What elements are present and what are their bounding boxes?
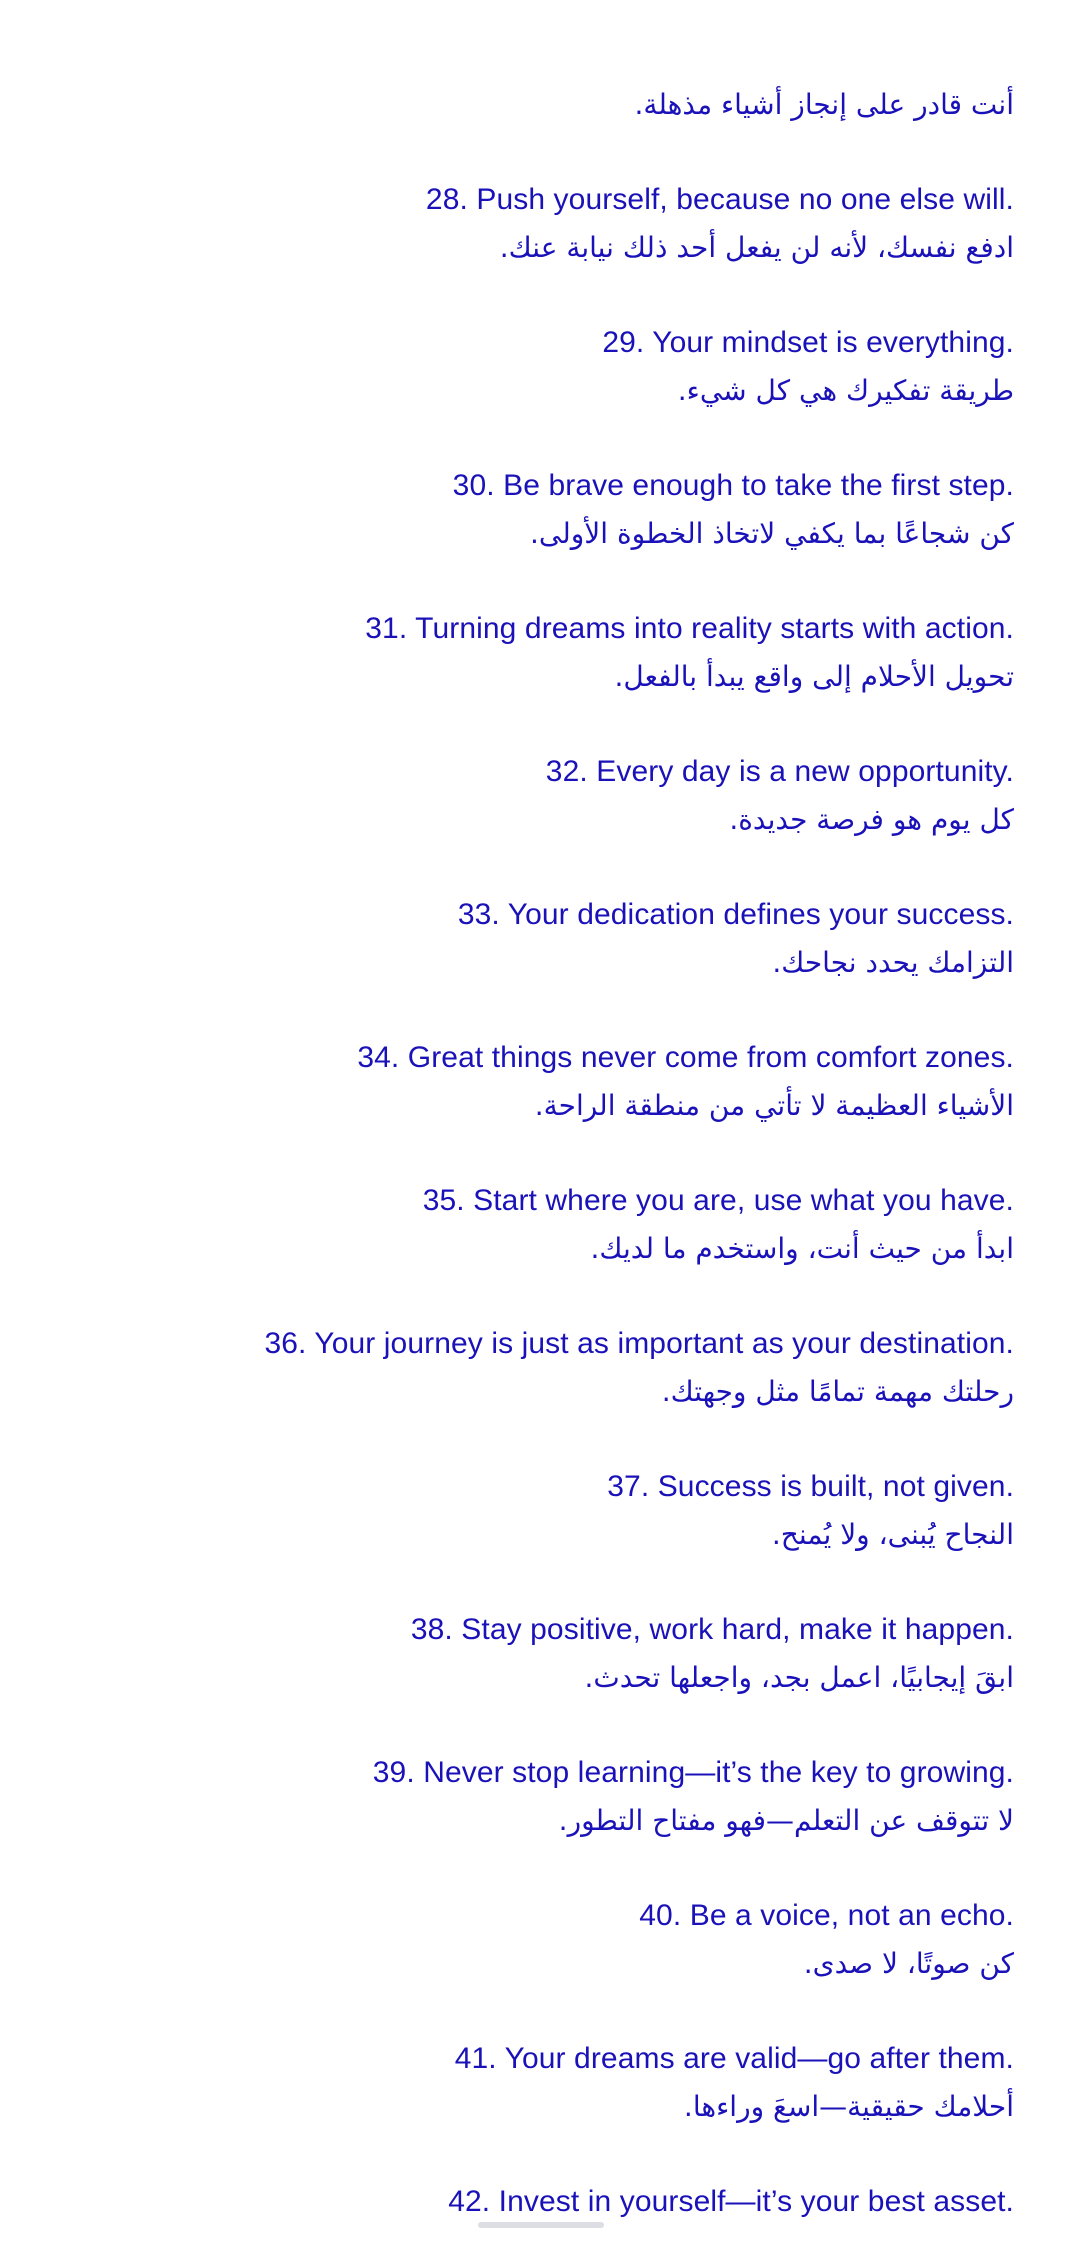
quote-33: 33. Your dedication defines your success. [457, 898, 1014, 931]
arabic-line-37: النجاح يُبنى، ولا يُمنح. [771, 1518, 1014, 1551]
quote-28: 28. Push yourself, because no one else will. [425, 183, 1014, 216]
arabic-line-32: كل يوم هو فرصة جديدة. [729, 803, 1014, 836]
quote-32: 32. Every day is a new opportunity. [545, 755, 1014, 788]
quote-31: 31. Turning dreams into reality starts with action. [365, 612, 1014, 645]
quote-39: 39. Never stop learning—it’s the key to growing. [372, 1756, 1014, 1789]
arabic-line-29: طريقة تفكيرك هي كل شيء. [677, 374, 1014, 407]
scroll-indicator [478, 2222, 604, 2228]
quote-40: 40. Be a voice, not an echo. [639, 1899, 1014, 1932]
arabic-line-38: ابقَ إيجابيًا، اعمل بجد، واجعلها تحدث. [584, 1661, 1014, 1694]
arabic-line-27: أنت قادر على إنجاز أشياء مذهلة. [634, 88, 1014, 121]
quote-37: 37. Success is built, not given. [607, 1470, 1014, 1503]
quote-38: 38. Stay positive, work hard, make it happen. [410, 1613, 1014, 1646]
arabic-line-35: ابدأ من حيث أنت، واستخدم ما لديك. [590, 1232, 1014, 1265]
arabic-line-36: رحلتك مهمة تمامًا مثل وجهتك. [661, 1375, 1014, 1408]
quote-34: 34. Great things never come from comfort zones. [357, 1041, 1014, 1074]
arabic-line-31: تحويل الأحلام إلى واقع يبدأ بالفعل. [614, 660, 1014, 693]
arabic-line-40: كن صوتًا، لا صدى. [803, 1947, 1014, 1980]
arabic-line-28: ادفع نفسك، لأنه لن يفعل أحد ذلك نيابة عنك. [499, 231, 1014, 264]
quote-30: 30. Be brave enough to take the first step. [452, 469, 1014, 502]
arabic-line-39: لا تتوقف عن التعلم—فهو مفتاح التطور. [558, 1804, 1014, 1837]
arabic-line-33: التزامك يحدد نجاحك. [772, 946, 1014, 979]
quote-41: 41. Your dreams are valid—go after them. [454, 2042, 1014, 2075]
arabic-line-41: أحلامك حقيقية—اسعَ وراءها. [683, 2090, 1014, 2123]
arabic-line-34: الأشياء العظيمة لا تأتي من منطقة الراحة. [534, 1089, 1014, 1122]
quote-42: 42. Invest in yourself—it’s your best asset. [448, 2185, 1014, 2218]
quote-35: 35. Start where you are, use what you have. [422, 1184, 1014, 1217]
quote-36: 36. Your journey is just as important as your destination. [264, 1327, 1014, 1360]
arabic-line-30: كن شجاعًا بما يكفي لاتخاذ الخطوة الأولى. [530, 517, 1014, 550]
quote-29: 29. Your mindset is everything. [602, 326, 1014, 359]
